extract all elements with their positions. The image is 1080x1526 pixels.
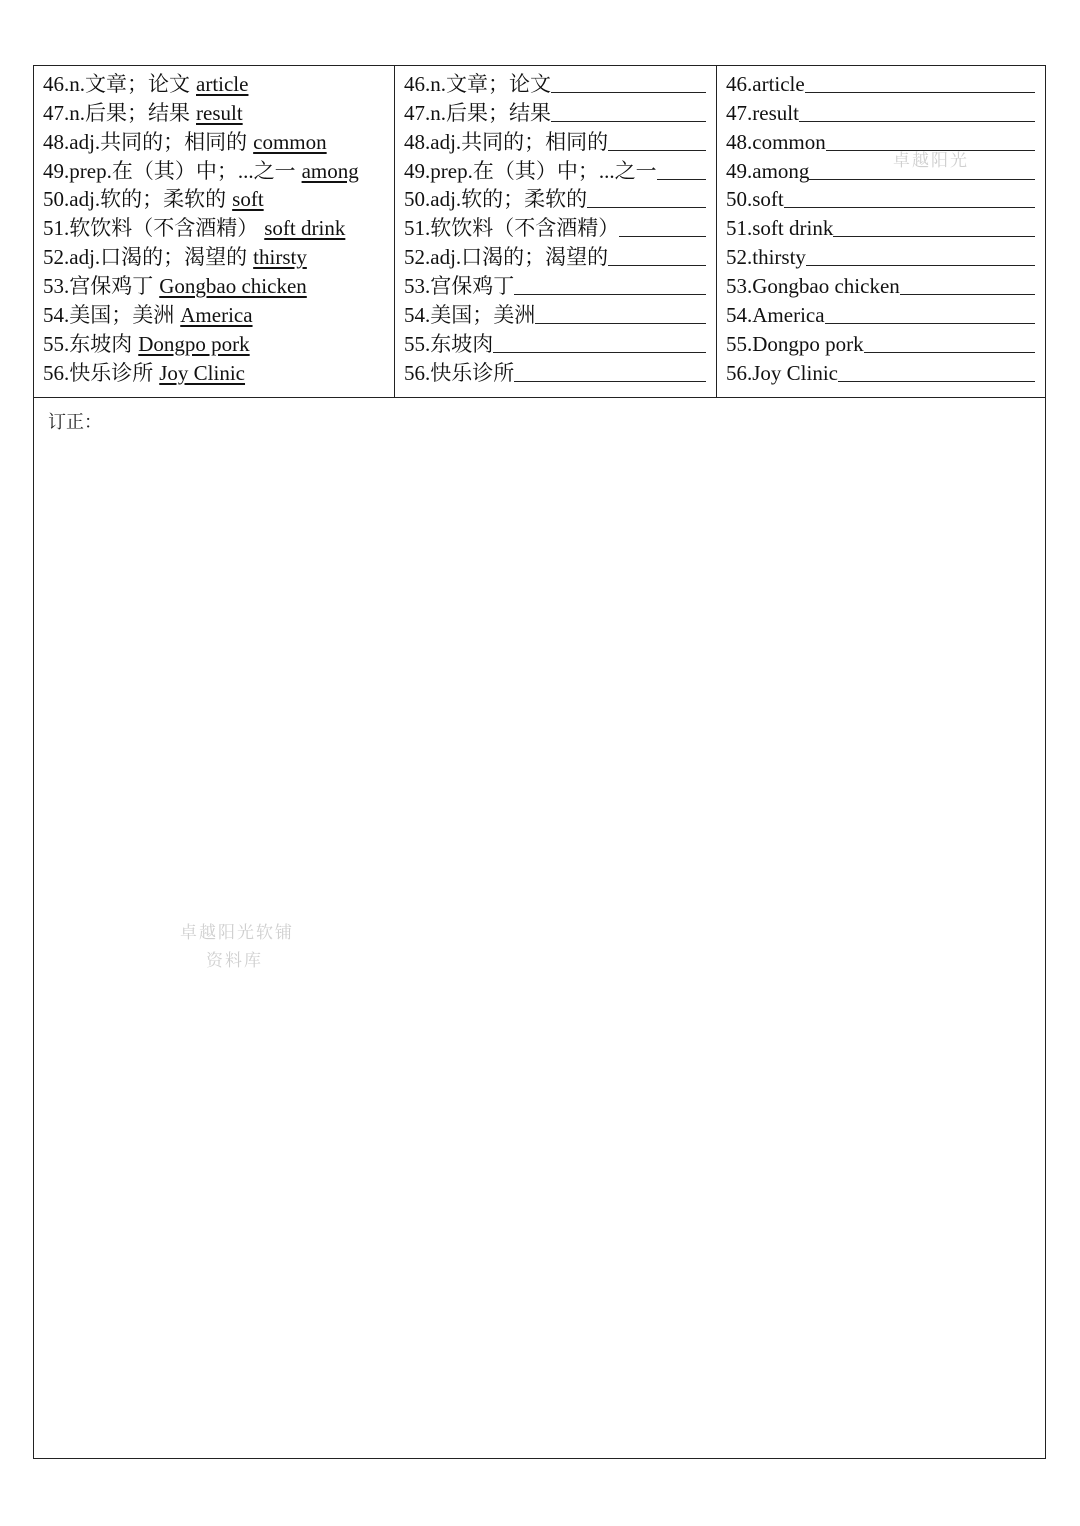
vocab-prompt: 47.n.后果；结果 bbox=[43, 100, 190, 125]
fill-in-row bbox=[404, 242, 716, 271]
fill-in-row bbox=[726, 329, 1045, 358]
fill-in-prompt: 46.n.文章；论文 bbox=[404, 71, 551, 96]
answer-blank[interactable] bbox=[838, 381, 1035, 382]
vocab-grid bbox=[34, 66, 1045, 398]
fill-in-prompt: 50.adj.软的；柔软的 bbox=[404, 187, 588, 212]
fill-in-row bbox=[404, 213, 716, 242]
answer-blank[interactable] bbox=[514, 381, 706, 382]
vocab-row bbox=[43, 242, 394, 271]
fill-in-prompt: 51.soft drink bbox=[726, 216, 834, 241]
vocab-answer: among bbox=[301, 158, 359, 183]
vocab-row bbox=[43, 329, 394, 358]
answer-blank[interactable] bbox=[619, 236, 706, 237]
fill-in-prompt: 50.soft bbox=[726, 187, 784, 212]
fill-in-row bbox=[726, 242, 1045, 271]
fill-in-prompt: 47.n.后果；结果 bbox=[404, 100, 551, 125]
answer-blank[interactable] bbox=[833, 236, 1035, 237]
worksheet-table bbox=[33, 65, 1046, 1459]
vocab-prompt: 48.adj.共同的；相同的 bbox=[43, 129, 248, 154]
fill-in-prompt: 54.美国；美洲 bbox=[404, 303, 536, 328]
fill-in-prompt: 56.Joy Clinic bbox=[726, 360, 839, 385]
vocab-prompt: 53.宫保鸡丁 bbox=[43, 274, 154, 299]
vocab-prompt: 49.prep.在（其）中；...之一 bbox=[43, 158, 296, 183]
fill-in-row bbox=[726, 98, 1045, 127]
fill-in-prompt: 48.common bbox=[726, 129, 826, 154]
answer-blank[interactable] bbox=[864, 352, 1035, 353]
vocab-row bbox=[43, 69, 394, 98]
fill-in-row bbox=[726, 69, 1045, 98]
fill-in-row bbox=[726, 300, 1045, 329]
fill-in-row bbox=[726, 358, 1045, 387]
answer-column bbox=[34, 66, 395, 397]
fill-in-prompt: 52.adj.口渴的；渴望的 bbox=[404, 245, 609, 270]
vocab-row bbox=[43, 213, 394, 242]
fill-in-row bbox=[404, 185, 716, 214]
answer-blank[interactable] bbox=[809, 179, 1035, 180]
fill-in-row bbox=[726, 127, 1045, 156]
fill-in-prompt: 49.among bbox=[726, 158, 810, 183]
chinese-prompt-column bbox=[395, 66, 717, 397]
fill-in-row bbox=[404, 98, 716, 127]
vocab-answer: result bbox=[196, 100, 243, 125]
vocab-answer: Gongbao chicken bbox=[159, 274, 307, 299]
vocab-row bbox=[43, 271, 394, 300]
vocab-row bbox=[43, 300, 394, 329]
vocab-prompt: 55.东坡肉 bbox=[43, 331, 133, 356]
fill-in-row bbox=[404, 156, 716, 185]
fill-in-prompt: 55.东坡肉 bbox=[404, 331, 494, 356]
vocab-prompt: 56.快乐诊所 bbox=[43, 360, 154, 385]
fill-in-prompt: 52.thirsty bbox=[726, 245, 806, 270]
answer-blank[interactable] bbox=[514, 294, 706, 295]
answer-blank[interactable] bbox=[900, 294, 1035, 295]
watermark-top-right: 卓越阳光 bbox=[893, 151, 969, 171]
vocab-answer: Dongpo pork bbox=[138, 331, 250, 356]
answer-blank[interactable] bbox=[535, 323, 706, 324]
vocab-prompt: 50.adj.软的；柔软的 bbox=[43, 187, 227, 212]
watermark-middle-line2: 资料库 bbox=[206, 951, 263, 971]
vocab-answer: thirsty bbox=[253, 245, 307, 270]
vocab-answer: soft drink bbox=[264, 216, 346, 241]
vocab-prompt: 51.软饮料（不含酒精） bbox=[43, 216, 259, 241]
fill-in-prompt: 55.Dongpo pork bbox=[726, 331, 864, 356]
fill-in-prompt: 56.快乐诊所 bbox=[404, 360, 515, 385]
fill-in-row bbox=[404, 358, 716, 387]
fill-in-row bbox=[404, 329, 716, 358]
vocab-row bbox=[43, 98, 394, 127]
answer-blank[interactable] bbox=[608, 150, 706, 151]
fill-in-row bbox=[726, 271, 1045, 300]
vocab-prompt: 54.美国；美洲 bbox=[43, 303, 175, 328]
answer-blank[interactable] bbox=[799, 121, 1035, 122]
vocab-row bbox=[43, 127, 394, 156]
fill-in-prompt: 47.result bbox=[726, 100, 799, 125]
fill-in-row bbox=[404, 271, 716, 300]
vocab-prompt: 46.n.文章；论文 bbox=[43, 71, 190, 96]
answer-blank[interactable] bbox=[657, 179, 706, 180]
vocab-answer: article bbox=[196, 71, 249, 96]
fill-in-row bbox=[404, 300, 716, 329]
answer-blank[interactable] bbox=[587, 207, 706, 208]
answer-blank[interactable] bbox=[493, 352, 706, 353]
vocab-prompt: 52.adj.口渴的；渴望的 bbox=[43, 245, 248, 270]
answer-blank[interactable] bbox=[608, 265, 706, 266]
vocab-row bbox=[43, 358, 394, 387]
answer-blank[interactable] bbox=[806, 265, 1035, 266]
watermark-middle-line1: 卓越阳光软铺 bbox=[180, 923, 294, 943]
fill-in-prompt: 49.prep.在（其）中；...之一 bbox=[404, 158, 657, 183]
vocab-answer: Joy Clinic bbox=[159, 360, 246, 385]
fill-in-prompt: 53.Gongbao chicken bbox=[726, 274, 900, 299]
fill-in-prompt: 46.article bbox=[726, 71, 805, 96]
fill-in-row bbox=[404, 127, 716, 156]
fill-in-prompt: 51.软饮料（不含酒精） bbox=[404, 216, 620, 241]
vocab-answer: soft bbox=[232, 187, 264, 212]
fill-in-prompt: 48.adj.共同的；相同的 bbox=[404, 129, 609, 154]
answer-blank[interactable] bbox=[825, 323, 1035, 324]
answer-blank[interactable] bbox=[805, 92, 1035, 93]
vocab-row bbox=[43, 185, 394, 214]
vocab-row bbox=[43, 156, 394, 185]
fill-in-row bbox=[726, 213, 1045, 242]
fill-in-row bbox=[404, 69, 716, 98]
correction-label: 订正： bbox=[48, 412, 102, 433]
fill-in-row bbox=[726, 156, 1045, 185]
answer-blank[interactable] bbox=[784, 207, 1035, 208]
fill-in-prompt: 54.America bbox=[726, 303, 825, 328]
answer-blank[interactable] bbox=[551, 92, 706, 93]
fill-in-row bbox=[726, 185, 1045, 214]
answer-blank[interactable] bbox=[551, 121, 706, 122]
vocab-answer: America bbox=[180, 303, 253, 328]
fill-in-prompt: 53.宫保鸡丁 bbox=[404, 274, 515, 299]
english-prompt-column bbox=[717, 66, 1045, 397]
vocab-answer: common bbox=[253, 129, 327, 154]
